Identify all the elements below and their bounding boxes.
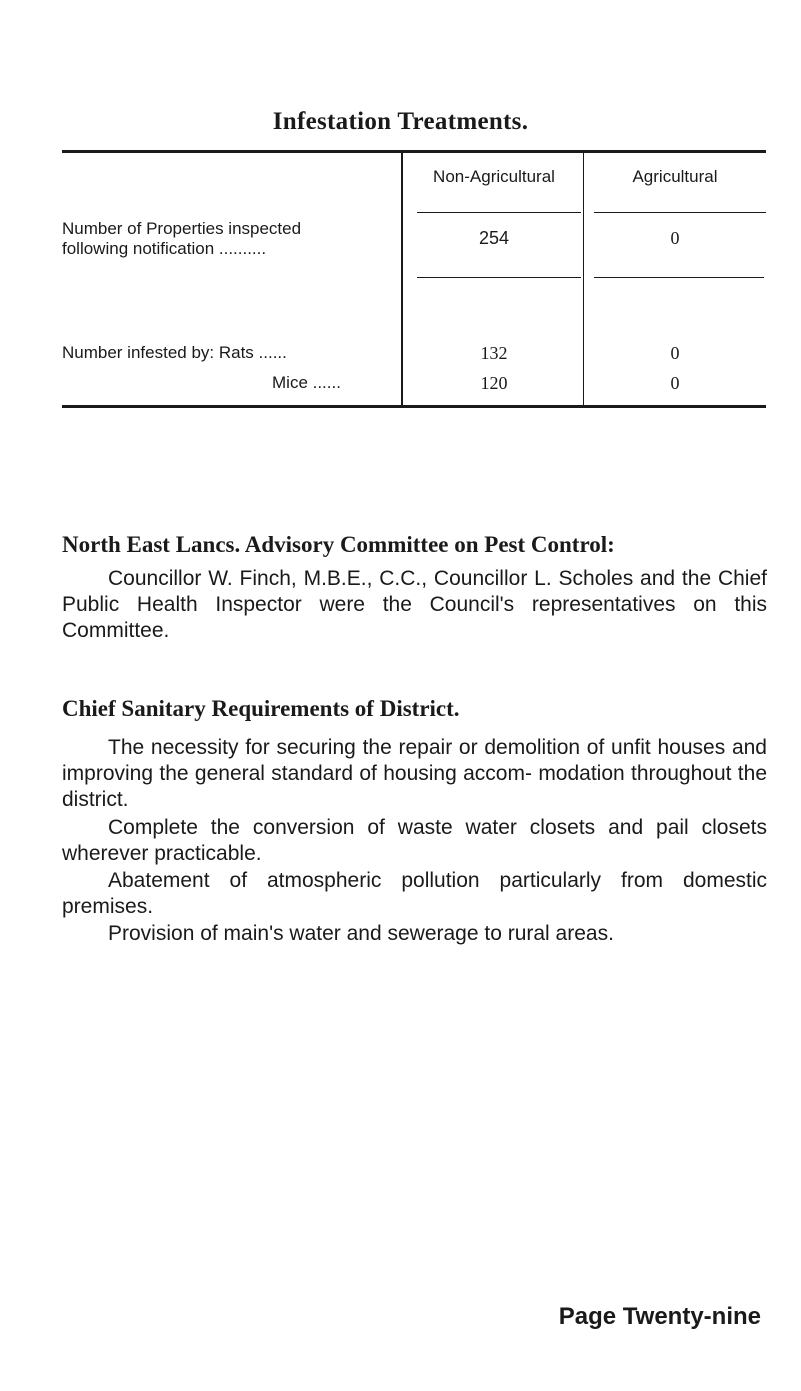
requirement-paragraph-2: [62, 815, 767, 867]
row-label-inspected-line2: following notification ..........: [62, 239, 267, 258]
value-inspected-non-agricultural: 254: [478, 228, 510, 248]
row-label-inspected: [62, 219, 301, 259]
requirement-text-4: Provision of main's water and sewerage to rural areas.: [108, 922, 614, 945]
table-bottom-rule: [62, 405, 766, 408]
committee-heading: North East Lancs. Advisory Committee on Pest Control:: [62, 532, 615, 557]
value-mice-non-agricultural: 120: [480, 373, 508, 393]
value-mice-agricultural: 0: [670, 373, 680, 393]
value-rats-agricultural: 0: [670, 343, 680, 363]
header-underline-agricultural: [594, 212, 766, 213]
row-separator-non-agricultural: [417, 277, 581, 278]
page-title: Infestation Treatments.: [272, 108, 529, 135]
committee-text-body: Councillor W. Finch, M.B.E., C.C., Councillor L. Scholes and the Chief Public Health Inspector were the Council's representatives on this Committee.: [62, 567, 767, 642]
header-underline-non-agricultural: [417, 212, 581, 213]
requirement-paragraph-4: [62, 921, 767, 947]
requirement-text-1: The necessity for securing the repair or demolition of unfit houses and improving the general standard of housing accom- modation throughout the district.: [62, 736, 767, 811]
requirement-paragraph-1: [62, 735, 767, 813]
requirement-text-3: Abatement of atmospheric pollution particularly from domestic premises.: [62, 869, 767, 918]
table-top-rule: [62, 150, 766, 153]
requirement-text-2: Complete the conversion of waste water closets and pail closets wherever practicable.: [62, 816, 767, 865]
row-label-mice: Mice ......: [272, 373, 341, 392]
requirement-paragraph-3: [62, 868, 767, 920]
row-label-rats: Number infested by: Rats ......: [62, 343, 287, 362]
page-number: Page Twenty-nine: [558, 1303, 761, 1330]
row-separator-agricultural: [594, 277, 764, 278]
column-header-non-agricultural: Non-Agricultural: [433, 167, 555, 186]
table-divider-left: [401, 150, 403, 408]
value-inspected-agricultural: 0: [670, 228, 680, 248]
row-label-inspected-line1: Number of Properties inspected: [62, 219, 302, 238]
committee-text: [62, 566, 767, 644]
table-divider-right: [583, 150, 584, 408]
value-rats-non-agricultural: 132: [480, 343, 508, 363]
requirements-heading: Chief Sanitary Requirements of District.: [62, 696, 460, 721]
column-header-agricultural: Agricultural: [632, 167, 718, 186]
